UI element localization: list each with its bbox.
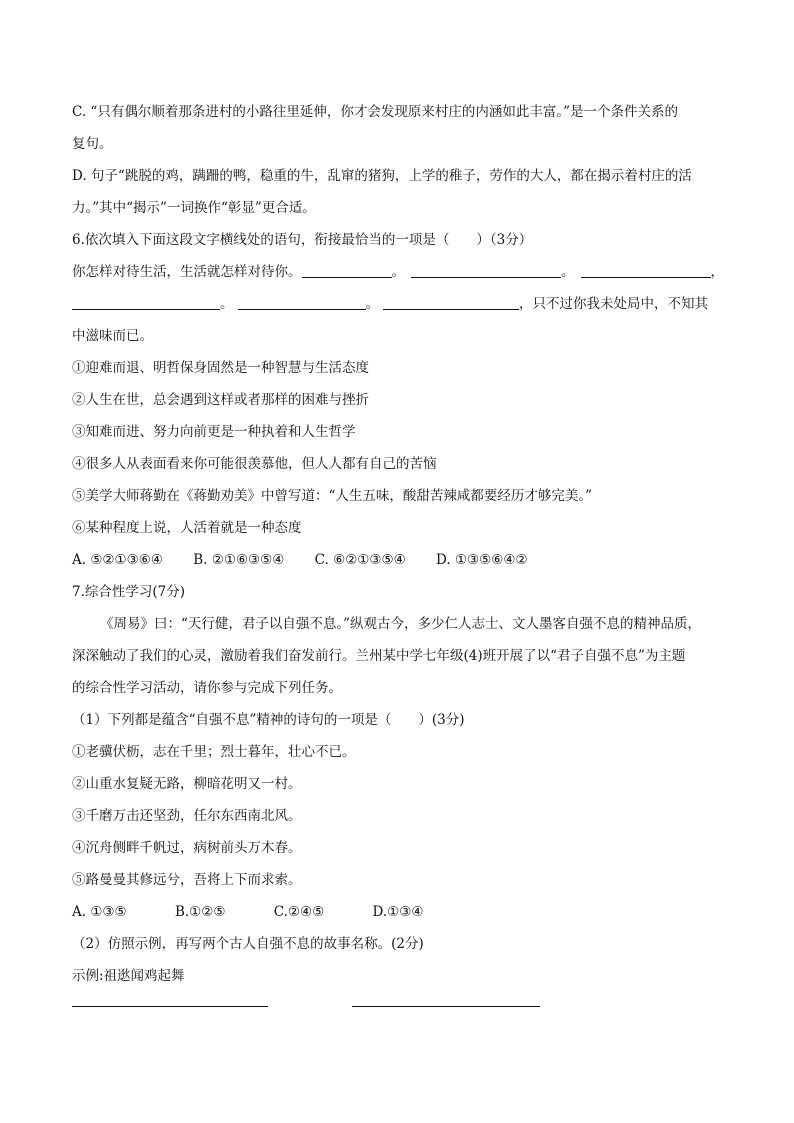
q6-passage-line1 [72,262,732,282]
q6-option-b[interactable]: B. ②①⑥③⑤④ [193,552,285,568]
q7-intro-line1: 《周易》曰：“天行健，君子以自强不息。”纵观古今，多少仁人志士、文人墨客自强不息的精神品质， [100,616,702,632]
q7-intro-line3: 的综合性学习活动，请你参与完成下列任务。 [72,680,342,696]
q6-passage-tail: ，只不过你我未处局中，不知其 [519,296,708,312]
q6-options [72,550,732,570]
q6-passage-line2 [72,294,732,314]
q6-item: ⑤美学大师蒋勤在《蒋勤劝美》中曾写道：“人生五味，酸甜苦辣咸都要经历才够完美。” [72,488,593,504]
q7-intro-line2: 深深触动了我们的心灵，激励着我们奋发前行。兰州某中学七年级(4)班开展了以“君子自强不息”为主题 [72,648,686,664]
q7-sub1-item: ③千磨万击还坚劲，任尔东西南北风。 [72,808,302,824]
q7-sub1-option-b[interactable]: B.①②⑤ [174,904,226,920]
q6-punct: 。 [365,296,379,312]
q7-sub1-item: ⑤路曼曼其修远兮，吾将上下而求索。 [72,872,302,888]
q6-punct: ， [710,264,724,280]
q6-option-c[interactable]: C. ⑥②①③⑤④ [314,552,406,568]
q7-answer-line-2[interactable] [352,1006,540,1007]
q7-sub1-option-a[interactable]: A. ①③⑤ [72,904,127,920]
q6-punct: 。 [391,264,405,280]
q5-option-d-line2: 力。”其中“揭示”一词换作“彰显”更合适。 [72,200,316,216]
q5-option-c-line1: C. “只有偶尔顺着那条进村的小路往里延伸，你才会发现原来村庄的内涵如此丰富。”是一个条件关系的 [72,104,678,120]
q7-sub2-example: 示例:祖逖闻鸡起舞 [72,968,185,984]
q7-sub1-item: ①老骥伏枥，志在千里；烈士暮年，壮心不已。 [72,744,356,760]
q6-item: ③知难而进、努力向前更是一种执着和人生哲学 [72,424,356,440]
q6-blank-5[interactable] [238,295,366,310]
q6-item: ②人生在世，总会遇到这样或者那样的困难与挫折 [72,392,369,408]
q7-sub1-option-d[interactable]: D.①③④ [372,904,424,920]
q6-blank-1[interactable] [302,263,392,278]
q7-sub1-options [72,902,732,922]
q5-option-d-line1: D. 句子“跳脱的鸡，蹒跚的鸭，稳重的牛，乱窜的猪狗，上学的稚子，劳作的大人，都在揭示着村庄的活 [72,168,692,184]
q6-item: ①迎难而退、明哲保身固然是一种智慧与生活态度 [72,360,369,376]
q6-blank-2[interactable] [411,263,561,278]
q6-passage-line3: 中滋味而已。 [72,328,153,344]
q7-sub2-stem: （2）仿照示例，再写两个古人自强不息的故事名称。(2分) [72,936,424,952]
q6-item: ⑥某种程度上说，人活着就是一种态度 [72,520,302,536]
q6-blank-4[interactable] [72,295,220,310]
q6-blank-6[interactable] [383,295,519,310]
q7-sub1-option-c[interactable]: C.②④⑤ [273,904,325,920]
q7-title: 7.综合性学习(7分) [72,584,186,600]
q7-sub1-item: ④沉舟侧畔千帆过，病树前头万木春。 [72,840,302,856]
q5-option-c-line2: 复句。 [72,136,113,152]
q6-passage-lead: 你怎样对待生活，生活就怎样对待你。 [72,264,302,280]
q6-blank-3[interactable] [581,263,711,278]
q7-answer-line-1[interactable] [72,1006,268,1007]
q6-stem: 6.依次填入下面这段文字横线处的语句，衔接最恰当的一项是（ ）（3分） [72,232,533,248]
q6-item: ④很多人从表面看来你可能很羡慕他，但人人都有自己的苦恼 [72,456,437,472]
q6-option-d[interactable]: D. ①③⑤⑥④② [436,552,528,568]
q6-punct: 。 [561,264,575,280]
q6-option-a[interactable]: A. ⑤②①③⑥④ [72,552,163,568]
q6-punct: 。 [220,296,234,312]
q7-sub1-item: ②山重水复疑无路，柳暗花明又一村。 [72,776,302,792]
q7-sub1-stem: （1）下列都是蕴含“自强不息”精神的诗句的一项是（ ）(3分) [72,712,465,728]
